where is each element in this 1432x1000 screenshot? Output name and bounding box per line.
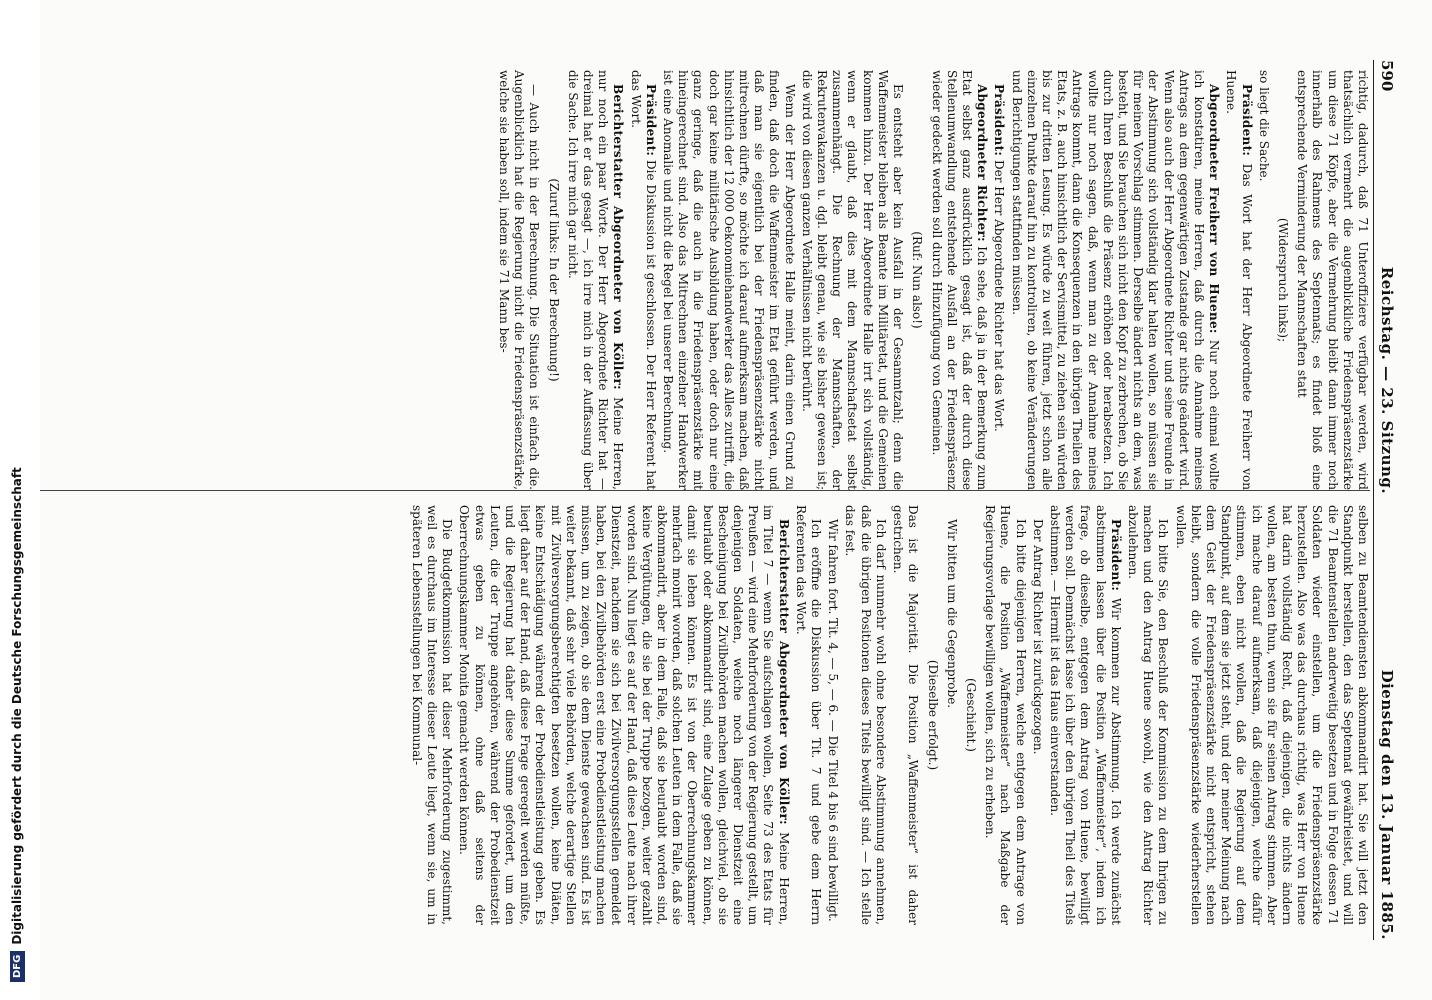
body-paragraph: richtig, dadurch, daß 71 Unteroffiziere verfügbar werden, wird thatsächlich vermehrt die augenblickliche Friedenspräsenzstärke um diese 71 Köpfe, aber die Vermehrung bleibt dann immer noch innerhalb des Rahmens des Septennats; es findet bloß eine entsprechende Verminderung der Mannschaften statt <box>1295 70 1370 490</box>
speech-paragraph <box>1047 505 1123 925</box>
body-paragraph: Die Budgetkommission hat dieser Mehrforderung zugestimmt, weil es durchaus im Interesse dieser Leute liegt, wenn sie, um in späteren Lebensstellungen bei Kommunal- <box>409 505 455 925</box>
speech-text: Das Wort hat der Herr Abgeordnete Freiherr von Huene. <box>1224 70 1254 490</box>
speaker-name: Abgeordneter Freiherr von Huene: <box>1207 84 1222 334</box>
dfg-logo: DFG <box>10 951 25 982</box>
body-paragraph: Wir bitten um die Gegenprobe. <box>944 519 959 709</box>
stage-direction: (Zuruf links: In der Berechnung!) <box>546 178 561 382</box>
footer-credit-text: Digitalisierung gefördert durch die Deutsche Forschungsgemeinschaft <box>10 467 24 945</box>
right-column <box>407 505 1370 925</box>
speech-paragraph <box>565 70 626 490</box>
speaker-name: Präsident: <box>1108 519 1123 592</box>
speech-text: Meine Herren, nur noch ein paar Worte. Der Herr Abgeordnete Richter hat — dreimal hat er das gesagt —, ich irre mich in der Auffassung über die Sache. Ich irre mich gar nicht. <box>565 70 626 490</box>
page-number: 590 <box>1378 60 1396 92</box>
speech-paragraph <box>1008 70 1221 490</box>
speech-text: Meine Herren, im Titel 7 — wenn Sie aufschlagen wollen, Seite 73 des Etats für Preußen — wird eine Mehrforderung von der Regierung gestellt, um denjenigen Soldaten, welche noch längerer Dienstzeit eine Bescheinigung bei Zivilbehörden machen wollen, gleichviel, ob sie beurlaubt oder abkommandirt sind, eine Zulage geben zu können, damit sie leben können. Es ist von der Oberrechnungskammer mehrfach monirt worden, daß solchen Leuten in dem Falle, daß sie abkommandirt, aber in dem Falle, daß sie beurlaubt worden sind, keine Vergütungen, die sie bei der Truppe bezogen, weiter gezahlt worden sind. Nun liegt es auf der Hand, daß diese Leute nach ihrer Dienstzeit, nachdem sie sich bei Zivilversorgungsstellen gemeldet haben, bei den Zivilbehörden erst eine Probedienstleistung machen müssen, um zu zeigen, ob sie dem Dienste gewachsen sind. Es ist weiter bekannt, daß sehr viele Behörden, welche derartige Stellen mit Zivilversorgungsberechtigten besetzen wollen, keine Diäten, keine Entschädigung während der Probedienstleistung geben. Es liegt daher auf der Hand, daß diese Frage geregelt werden müßte, und die Regierung hat daher diese Summe gefordert, um den Leuten, die der Truppe angehören, während der Probedienstzeit etwas geben zu können, ohne daß seitens der Oberrechnungskammer Monita gemacht werden können. <box>457 505 791 925</box>
speech-text: Ich sehe, daß ja in der Bemerkung zum Etat selbst ganz ausdrücklich gesagt ist, daß der durch diese Stellenumwandlung entstehende Ausfall an der Friedenspräsenz wieder gedeckt werden soll durch Hinzufügung von Gemeinen. <box>929 70 990 490</box>
speech-text: Der Herr Abgeordnete Richter hat das Wort. <box>992 156 1007 432</box>
speaker-name: Abgeordneter Richter: <box>975 84 990 242</box>
running-head <box>1376 60 1398 940</box>
body-paragraph: Der Antrag Richter ist zurückgezogen. <box>1030 519 1045 755</box>
body-paragraph: Ich bitte diejenigen Herren, welche entgegen dem Antrage von Huene, die Position „Waffenmeister“ nach Maßgabe der Regierungsvorlage bewilligen wollen, sich zu erheben. <box>983 505 1028 925</box>
body-paragraph: Das ist die Majorität. Die Position „Waffenmeister“ ist daher gestrichen. <box>891 505 921 925</box>
stage-direction: (Ruf: Nun also!) <box>910 231 925 329</box>
running-head-center: Reichstag. — 23. Sitzung. <box>1378 266 1396 495</box>
speaker-name: Präsident: <box>992 84 1007 157</box>
body-paragraph: Ich bitte Sie, den Beschluß der Kommission zu dem Ihrigen zu machen und den Antrag Huene sowohl, wie den Antrag Richter abzulehnen. <box>1125 505 1171 925</box>
speech-paragraph <box>928 70 989 490</box>
header-rule <box>1373 60 1374 940</box>
body-paragraph: Ich eröffne die Diskussion über Tit. 7 und gebe dem Herrn Referenten das Wort. <box>793 505 824 925</box>
column-rule <box>10 490 1370 491</box>
speaker-name: Präsident: <box>643 84 658 157</box>
body-paragraph: Es entsteht aber kein Ausfall in der Gesammtzahl; denn die Waffenmeister bleiben als Beamte im Militäretat, und die Gemeinen kommen hinzu. Der Herr Abgeordnete Halle irrt sich vollständig, wenn er glaubt, daß dies mit dem Mannschaftsetat selbst zusammenhängt. Die Rechnung der Mannschaften, der Rekrutenvakanzen u. dgl. bleibt genau, wie sie bisher gewesen ist; die wird von diesen ganzen Verhältnissen nicht berührt. <box>799 70 906 490</box>
running-head-date: Dienstag den 13. Januar 1885. <box>1378 669 1396 940</box>
stage-direction: (Geschieht.) <box>963 678 978 752</box>
speaker-name: Berichterstatter Abgeordneter von Köller: <box>776 519 791 825</box>
body-paragraph: so liegt die Sache. <box>1256 70 1271 182</box>
speaker-name: Berichterstatter Abgeordneter von Köller: <box>611 84 626 390</box>
speech-paragraph <box>991 70 1006 490</box>
speaker-name: Präsident: <box>1239 84 1254 157</box>
speech-paragraph <box>627 70 657 490</box>
stage-direction: (Widerspruch links); <box>1275 217 1290 343</box>
speech-paragraph <box>456 505 790 925</box>
speech-text: Die Diskussion ist geschlossen. Der Herr Referent hat das Wort. <box>628 70 658 490</box>
speech-paragraph <box>1223 70 1253 490</box>
body-paragraph: Ich darf nunmehr wohl ohne besondere Abstimmung annehmen, daß die übrigen Positionen dieses Titels bewilligt sind. — Ich stelle das fest. <box>843 505 888 925</box>
body-paragraph: Wenn der Herr Abgeordnete Halle meint, darin einen Grund zu finden, daß doch die Waffenmeister im Etat geführt werden, und daß man sie eigentlich bei der Friedenspräsenzstärke nicht mitrechnen dürfte, so möchte ich darauf aufmerksam machen, daß hinsichtlich der 12 000 Oekonomiehandwerker das Alles zutrifft, die doch gar keine militärische Ausbildung haben, oder doch nur eine ganz geringe, daß die auch in die Friedenspräsenzstärke mit hineingerechnet sind. Also das Mitrechnen einzelner Handwerker ist eine Anomalie und nicht die Regel bei unserer Berechnung. <box>661 70 797 490</box>
left-column <box>494 70 1370 490</box>
speech-text: Nur noch einmal wollte ich konstatiren, meine Herren, daß durch die Annahme meines Antrags an dem gegenwärtigen Zustande gar nichts geändert wird. Wenn also auch der Herr Abgeordnete Richter und seine Freunde in der Abstimmung sich vollständig klar halten wollen, so müssen sie für meinen Vorschlag stimmen. Derselbe ändert nichts an dem, was besteht, und Sie brauchen sich nicht den Kopf zu zerbrechen, ob Sie durch Ihren Beschluß die Präsenz erhöhen oder herabsetzen. Ich wollte nur noch sagen, daß, wenn man zu der Annahme meines Antrags kommt, dann die Konsequenzen in den übrigen Theilen des Etats, z. B. auch hinsichtlich der Servismittel, zu ziehen sein würden bis zur dritten Lesung. Es würde zu weit führen, jetzt schon alle einzelnen Punkte darauf hin zu kontroliren, ob keine Veränderungen und Berichtigungen stattfinden müssen. <box>1009 70 1222 491</box>
footer-credit <box>4 0 30 1000</box>
speech-text: Wir kommen zur Abstimmung. Ich werde zunächst abstimmen lassen über die Position „Waffenmeister“, indem ich frage, ob dieselbe, entgegen dem Antrag von Huene, bewilligt werden soll. Demnächst lasse ich über den übrigen Theil des Titels abstimmen. — Hiermit ist das Haus einverstanden. <box>1047 505 1123 925</box>
footer-strip <box>0 0 40 1000</box>
body-paragraph: selben zu Beamtendiensten abkommandirt hat. Sie will jetzt den Standpunkt herstellen, den das Septennat gewährleistet, und will die 71 Beamtenstellen anderweitig besetzen und in Folge dessen 71 Soldaten wieder einstellen, um die Friedenspräsenzstärke herzustellen. Also was das durchaus richtig, was Herr von Huene hat darin vollständig Recht, daß diejenigen, die nichts ändern wollen, am besten thun, wenn sie für seinen Antrag stimmen. Aber ich mache darauf aufmerksam, daß diejenigen, welche dafür stimmen, eben nicht wollen, daß die Regierung auf dem Standpunkt, auf dem sie jetzt steht, und der meiner Meinung nach dem Geist der Friedenspräsenzstärke nicht entspricht, stehen bleibt, sondern die volle Friedenspräsenzstärke wiederherstellen wollen. <box>1173 505 1370 925</box>
stage-direction: (Dieselbe erfolgt.) <box>925 659 940 771</box>
body-paragraph: Wir fahren fort. Tit. 4, — 5, — 6. — Die Titel 4 bis 6 sind bewilligt. <box>826 519 841 922</box>
body-paragraph: — Auch nicht in der Berechnung. Die Situation ist einfach die. Augenblicklich hat die Regierung nicht die Friedenspräsenzstärke, welche sie haben soll, indem sie 71 Mann bes- <box>497 70 542 490</box>
